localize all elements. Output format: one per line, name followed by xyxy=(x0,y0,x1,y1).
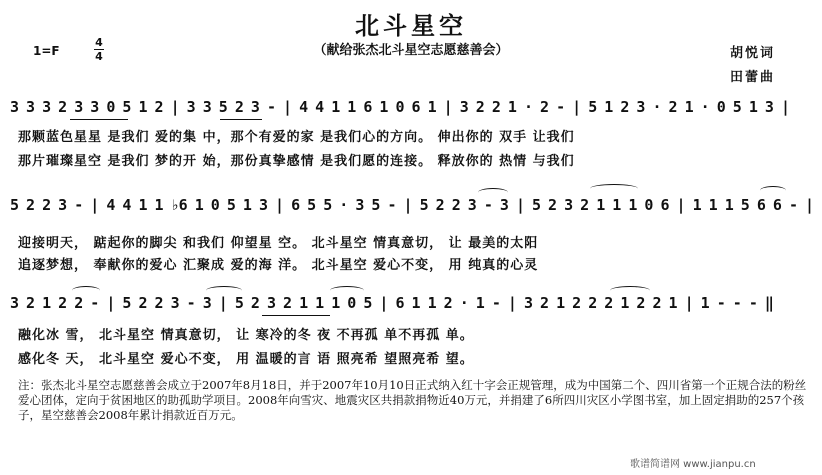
beam-line xyxy=(220,119,262,120)
tie-slur xyxy=(330,286,364,295)
tie-slur xyxy=(478,188,508,197)
lyric-line-3-verse-2: 感化冬 天， 北斗星空 爱心不变， 用 温暖的言 语 照亮希 望照亮希 望。 xyxy=(18,352,474,367)
key-signature: 1=F xyxy=(33,44,60,58)
footnote: 注：张杰北斗星空志愿慈善会成立于2007年8月18日，并于2007年10月10日正式纳入红十字会正规管理，成为中国第二个、四川省第一个正规合法的粉丝爱心团体，定向于贫困地区的助孤助学项目。2008年向雪灾、地震灾区共捐款捐物近40万元，并捐建了6所四川灾区小学图书室，加上固定捐助的257个孩子，星空慈善会2008年累计捐款近百万元。 xyxy=(18,378,807,422)
beam-line xyxy=(70,119,128,120)
time-sig-denominator: 4 xyxy=(95,50,103,63)
tie-slur xyxy=(590,184,638,193)
notation-line-3: 3 2 1 2 2 - | 5 2 2 3 - 3 | 5 2 3 2 1 1 1 0 5 | 6 1 1 2 · 1 - | 3 2 1 2 2 2 1 2 2 1 | 1 - - - ‖ xyxy=(10,294,773,312)
tie-slur xyxy=(610,286,650,295)
tie-slur xyxy=(72,286,100,295)
time-sig-numerator: 4 xyxy=(95,36,103,49)
lyric-line-2-verse-2: 追逐梦想， 奉献你的爱心 汇聚成 爱的海 洋。 北斗星空 爱心不变， 用 纯真的心灵 xyxy=(18,258,539,273)
notation-line-1: 3 3 3 2 3 3 0 5 1 2 | 3 3 5 2 3 - | 4 4 1 1 6 1 0 6 1 | 3 2 2 1 · 2 - | 5 1 2 3 · 2 1 · 0 5 1 3 | xyxy=(10,98,789,116)
song-title: 北斗星空 xyxy=(355,12,467,40)
notation-line-2: 5 2 2 3 - | 4 4 1 1 ♭6 1 0 5 1 3 | 6 5 5 · 3 5 - | 5 2 2 3 - 3 | 5 2 3 2 1 1 1 0 6 | 1 1 1 5 6 6 - | xyxy=(10,196,814,214)
lyric-line-1-verse-1: 那颗蓝色星星 是我们 爱的集 中，那个有爱的家 是我们心的方向。 伸出你的 双手 让我们 xyxy=(18,130,575,145)
site-watermark: 歌谱简谱网 www.jianpu.cn xyxy=(630,459,756,470)
composer-credit: 田蕾曲 xyxy=(730,70,776,85)
lyric-line-1-verse-2: 那片璀璨星空 是我们 梦的开 始，那份真挚感情 是我们愿的连接。 释放你的 热情 与我们 xyxy=(18,154,575,169)
lyric-line-3-verse-1: 融化冰 雪， 北斗星空 情真意切， 让 寒冷的冬 夜 不再孤 单不再孤 单。 xyxy=(18,328,474,343)
song-subtitle: （献给张杰北斗星空志愿慈善会） xyxy=(313,43,509,58)
tie-slur xyxy=(760,186,786,195)
tie-slur xyxy=(206,286,242,295)
time-signature xyxy=(93,36,105,63)
beam-line xyxy=(262,315,330,316)
lyric-line-2-verse-1: 迎接明天， 踮起你的脚尖 和我们 仰望星 空。 北斗星空 情真意切， 让 最美的太阳 xyxy=(18,236,539,251)
lyricist-credit: 胡悦词 xyxy=(730,46,776,61)
